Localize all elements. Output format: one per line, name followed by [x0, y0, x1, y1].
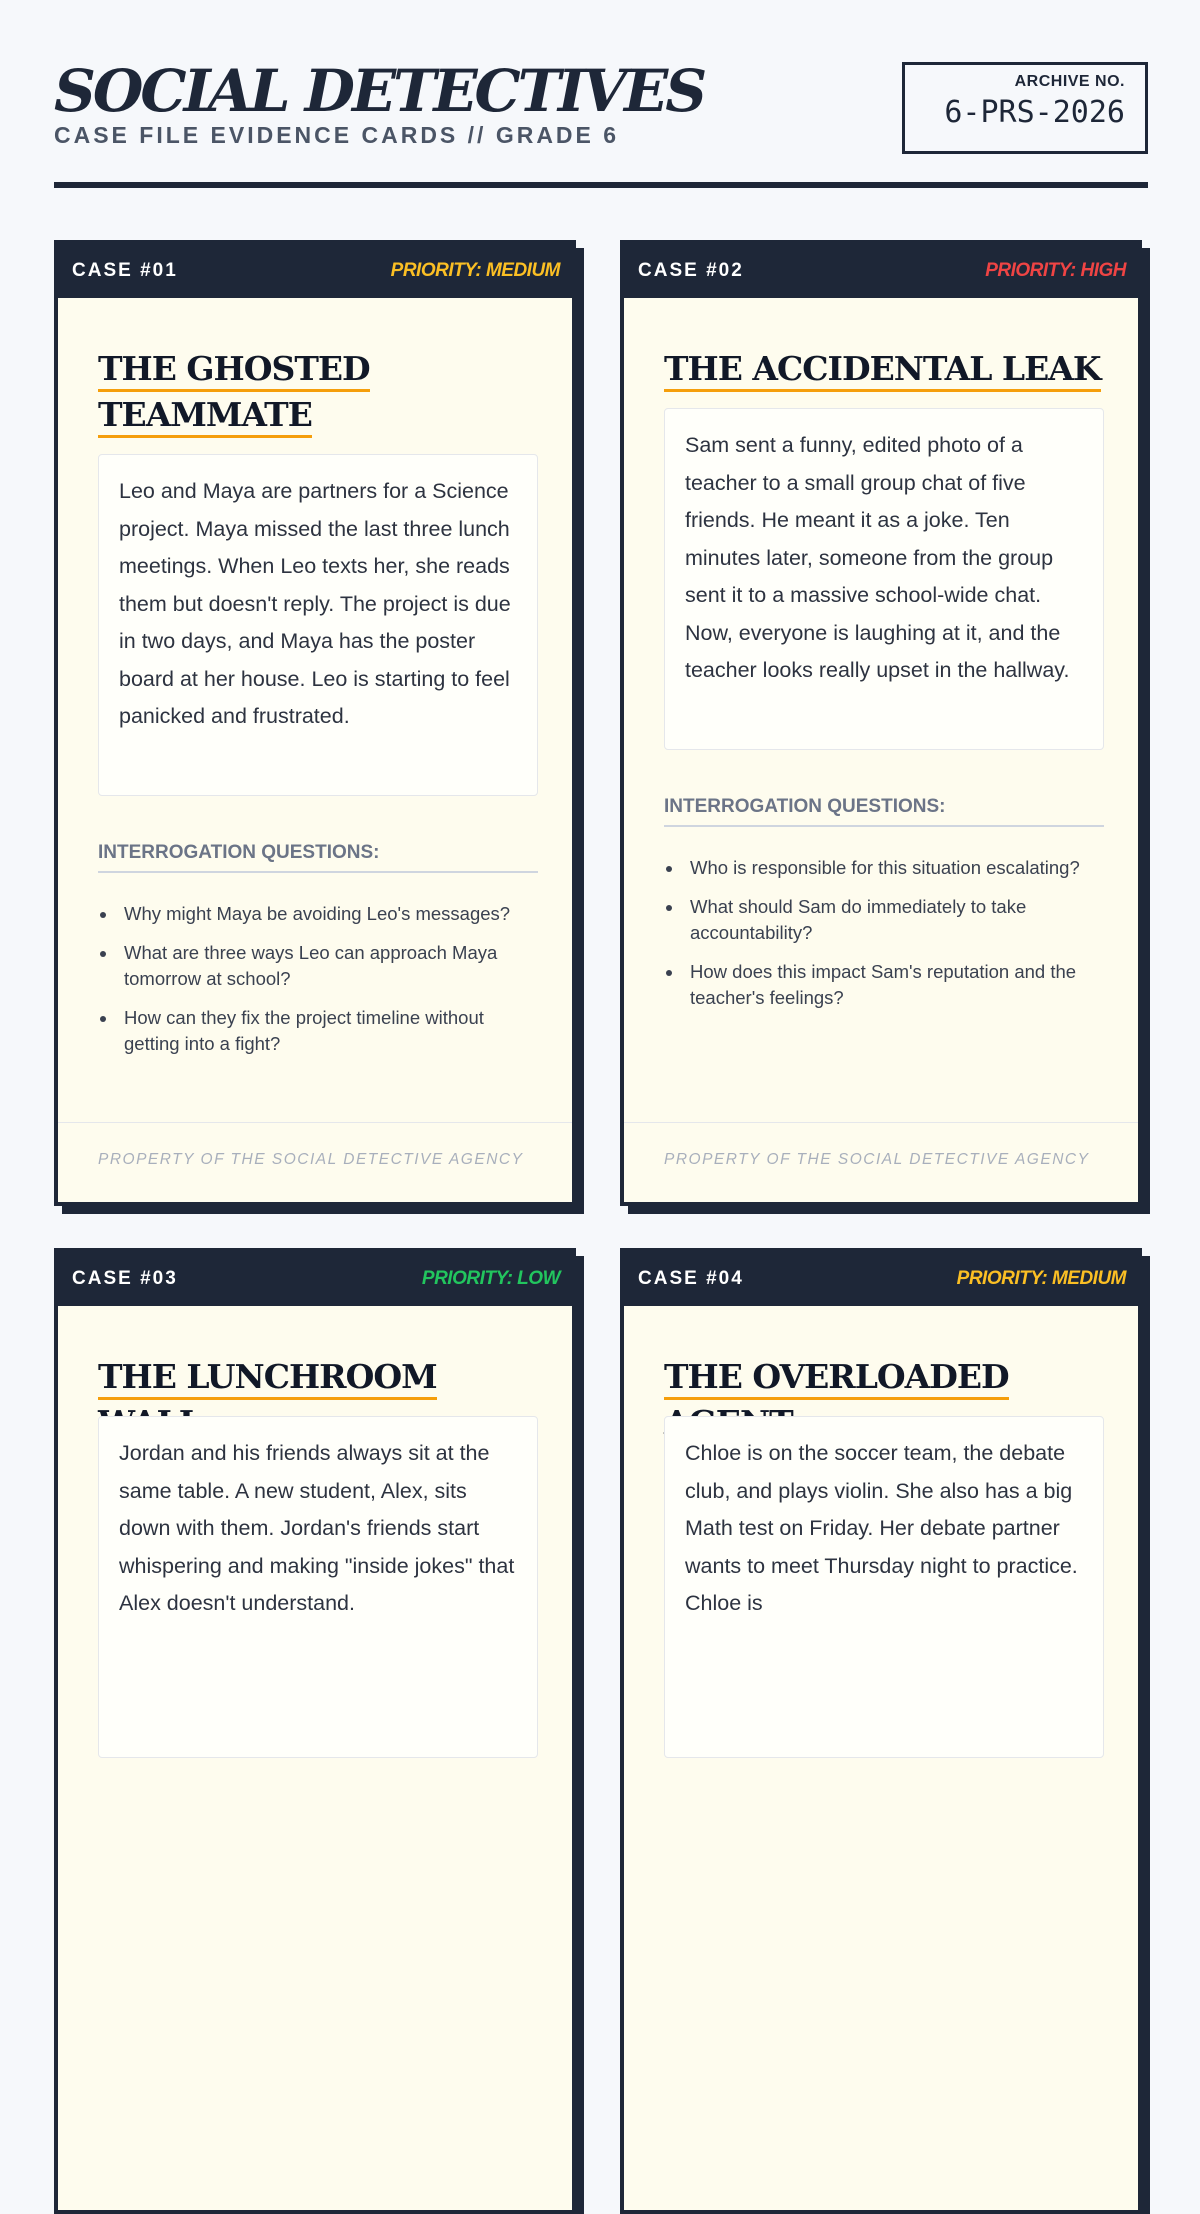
- case-number: CASE #02: [638, 260, 744, 281]
- case-title: [664, 346, 1104, 392]
- priority-badge: PRIORITY: HIGH: [985, 260, 1126, 281]
- archive-number: 6-PRS-2026: [944, 95, 1125, 130]
- case-title: [98, 346, 538, 438]
- case-title-text: THE LUNCHROOM: [98, 1357, 437, 1446]
- case-story: Chloe is on the soccer team, the debate club, and plays violin. She also has a big Math test on Friday. Her debate partner wants to meet Thursday night to practice. Chloe is: [664, 1416, 1104, 1758]
- footer-text: PROPERTY OF THE SOCIAL DETECTIVE AGENCY: [664, 1151, 1090, 1168]
- question-item: Who is responsible for this situation escalating?: [664, 855, 1104, 881]
- case-card-01: [54, 240, 576, 1206]
- questions-label: INTERROGATION QUESTIONS:: [98, 842, 538, 873]
- priority-badge: PRIORITY: LOW: [421, 1268, 560, 1289]
- page-title: SOCIAL DETECTIVES: [54, 57, 705, 125]
- question-item: How can they fix the project timeline without getting into a fight?: [98, 1005, 538, 1057]
- question-item: What should Sam do immediately to take accountability?: [664, 894, 1104, 946]
- page-subtitle: CASE FILE EVIDENCE CARDS // GRADE 6: [54, 122, 620, 148]
- priority-badge: PRIORITY: MEDIUM: [956, 1268, 1126, 1289]
- archive-box: [902, 62, 1148, 154]
- case-card-03: [54, 1248, 576, 2214]
- page-header: [54, 58, 1148, 188]
- question-item: What are three ways Leo can approach Maya tomorrow at school?: [98, 940, 538, 992]
- card-header: [624, 1252, 1138, 1306]
- case-card-04: [620, 1248, 1142, 2214]
- questions-list: [98, 901, 538, 1070]
- archive-label: ARCHIVE NO.: [1014, 73, 1125, 90]
- questions-label: INTERROGATION QUESTIONS:: [664, 796, 1104, 827]
- case-number: CASE #04: [638, 1268, 744, 1289]
- questions-list: [664, 855, 1104, 1024]
- card-header: [58, 1252, 572, 1306]
- question-item: Why might Maya be avoiding Leo's messages?: [98, 901, 538, 927]
- case-story: Jordan and his friends always sit at the same table. A new student, Alex, sits down with them. Jordan's friends start whispering and making "inside jokes" that Alex doesn't understand.: [98, 1416, 538, 1758]
- card-footer: [58, 1122, 572, 1202]
- case-number: CASE #03: [72, 1268, 178, 1289]
- case-number: CASE #01: [72, 260, 178, 281]
- case-story: Sam sent a funny, edited photo of a teacher to a small group chat of five friends. He meant it as a joke. Ten minutes later, someone from the group sent it to a massive school-wide chat. Now, everyone is laughing at it, and the teacher looks really upset in the hallway.: [664, 408, 1104, 750]
- card-header: [624, 244, 1138, 298]
- card-footer: [624, 1122, 1138, 1202]
- question-item: How does this impact Sam's reputation and the teacher's feelings?: [664, 959, 1104, 1011]
- case-title-text: THE ACCIDENTAL LEAK: [664, 349, 1101, 392]
- case-card-02: [620, 240, 1142, 1206]
- card-header: [58, 244, 572, 298]
- case-story: Leo and Maya are partners for a Science project. Maya missed the last three lunch meetings. When Leo texts her, she reads them but doesn't reply. The project is due in two days, and Maya has the poster board at her house. Leo is starting to feel panicked and frustrated.: [98, 454, 538, 796]
- case-title-text: THE OVERLOADED: [664, 1357, 1009, 1446]
- priority-badge: PRIORITY: MEDIUM: [390, 260, 560, 281]
- footer-text: PROPERTY OF THE SOCIAL DETECTIVE AGENCY: [98, 1151, 524, 1168]
- case-title-text: THE GHOSTED TEAMMATE: [98, 349, 370, 438]
